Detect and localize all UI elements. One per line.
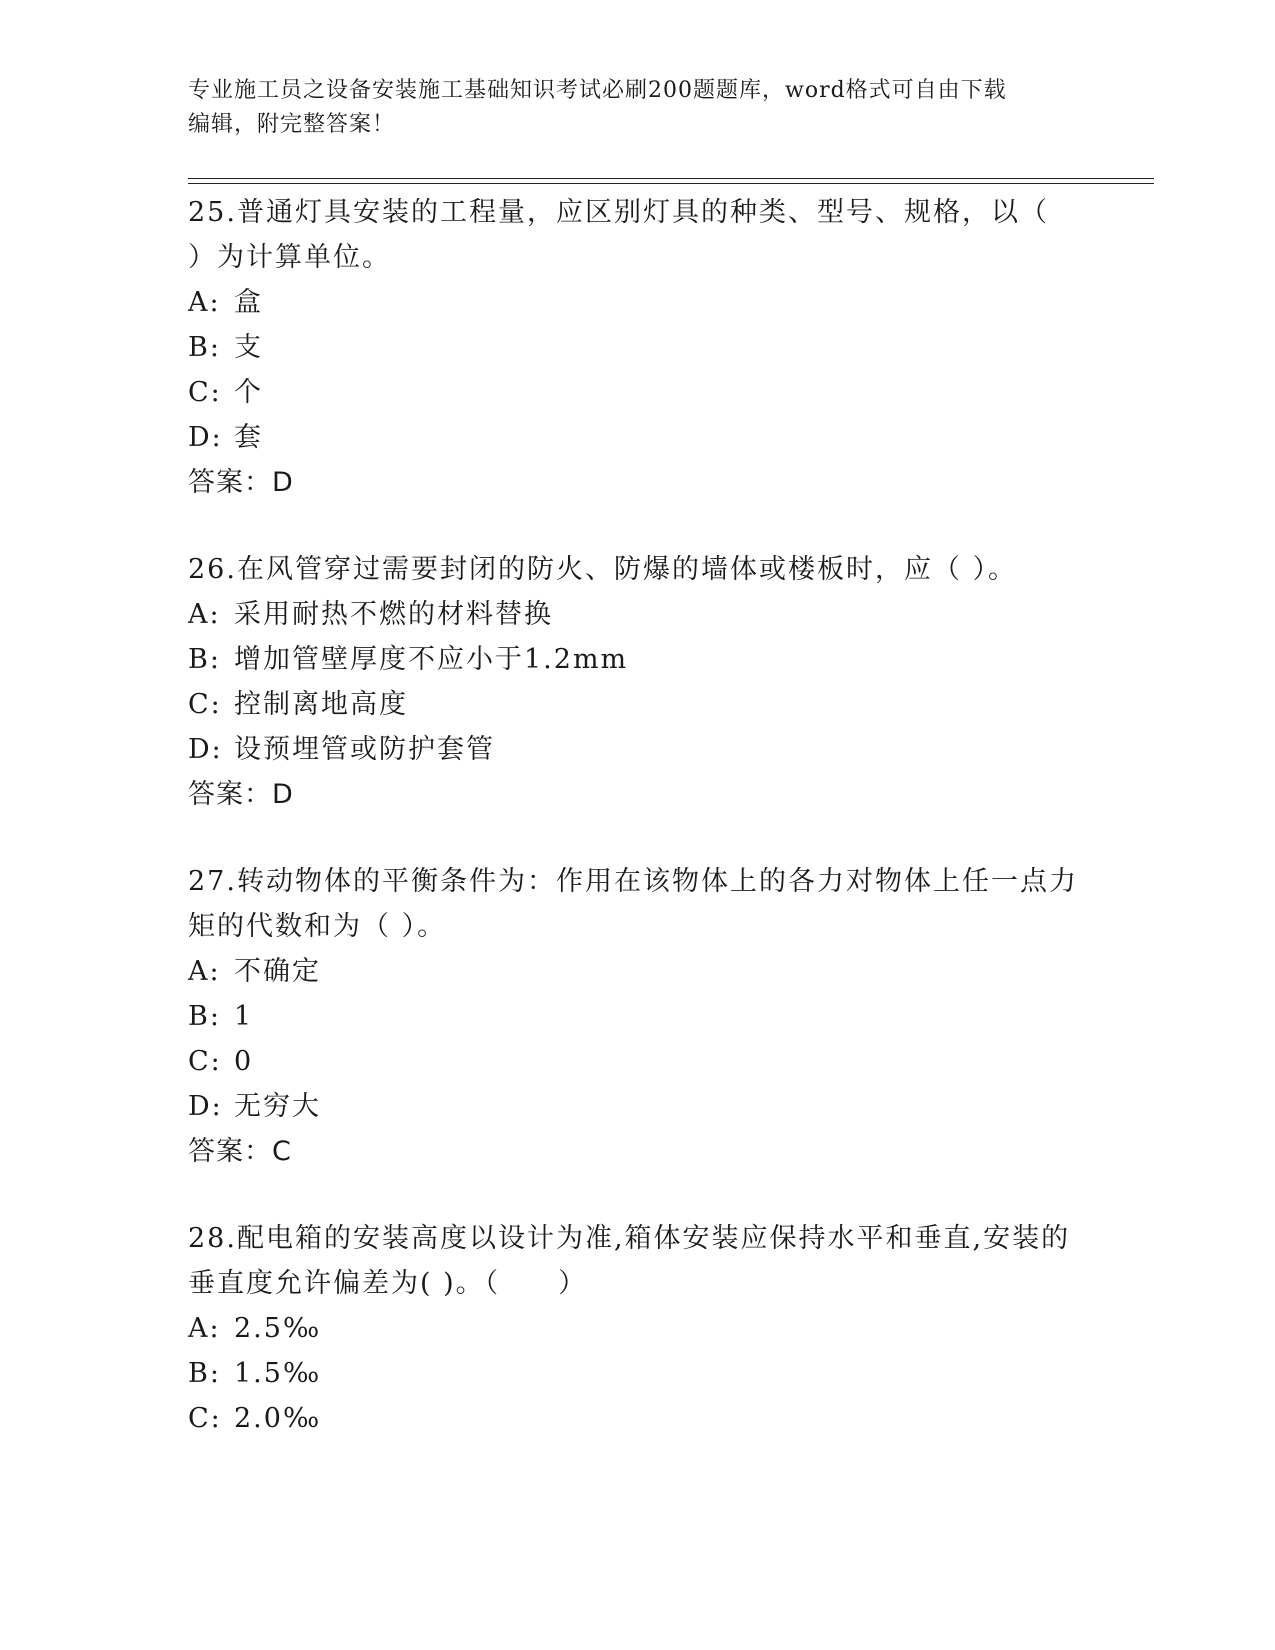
option-letter: C: <box>188 689 222 720</box>
answer-line: 答案：D <box>188 779 294 810</box>
header-line-2: 编辑，附完整答案！ <box>188 112 396 137</box>
option-text: 1 <box>234 1001 254 1032</box>
option-c <box>188 1039 1088 1084</box>
option-text: 个 <box>234 377 263 408</box>
question-stem-line: 矩的代数和为（ ）。 <box>188 911 447 942</box>
option-text: 不确定 <box>234 956 321 987</box>
question-stem-line: 28.配电箱的安装高度以设计为准,箱体安装应保持水平和垂直,安装的 <box>188 1223 1071 1254</box>
option-b <box>188 1351 1088 1396</box>
option-letter: B: <box>188 644 221 675</box>
option-text: 增加管壁厚度不应小于1.2mm <box>234 644 629 675</box>
option-text: 控制离地高度 <box>234 689 408 720</box>
question-27 <box>188 859 1088 1174</box>
option-letter: A: <box>188 599 221 630</box>
option-a <box>188 592 1088 637</box>
answer-line: 答案：D <box>188 467 294 498</box>
option-letter: A: <box>188 1313 221 1344</box>
option-letter: B: <box>188 1001 221 1032</box>
option-a <box>188 1306 1088 1351</box>
document-header <box>188 74 1068 142</box>
option-d <box>188 1084 1088 1129</box>
option-text: 采用耐热不燃的材料替换 <box>234 599 553 630</box>
option-letter: C: <box>188 1403 222 1434</box>
option-a <box>188 949 1088 994</box>
question-28 <box>188 1216 1088 1441</box>
option-a <box>188 280 1088 325</box>
header-line-1: 专业施工员之设备安装施工基础知识考试必刷200题题库，word格式可自由下载 <box>188 78 1007 103</box>
question-25 <box>188 190 1088 505</box>
question-stem-line: 垂直度允许偏差为( )。（ ） <box>188 1268 588 1299</box>
option-text: 盒 <box>234 287 263 318</box>
option-text: 设预埋管或防护套管 <box>234 734 495 765</box>
option-text: 0 <box>234 1046 254 1077</box>
question-list <box>188 190 1088 1483</box>
option-c <box>188 1396 1088 1441</box>
question-stem-line: 27.转动物体的平衡条件为：作用在该物体上的各力对物体上任一点力 <box>188 866 1078 897</box>
header-divider-top <box>188 178 1154 179</box>
option-letter: D: <box>188 422 223 453</box>
option-d <box>188 727 1088 772</box>
option-text: 1.5‰ <box>234 1358 322 1389</box>
option-b <box>188 994 1088 1039</box>
option-b <box>188 637 1088 682</box>
question-stem-line: 26.在风管穿过需要封闭的防火、防爆的墙体或楼板时，应（ ）。 <box>188 554 1018 585</box>
question-stem-line: ）为计算单位。 <box>188 242 391 273</box>
option-letter: A: <box>188 287 221 318</box>
option-letter: B: <box>188 332 221 363</box>
option-text: 2.0‰ <box>234 1403 322 1434</box>
option-text: 2.5‰ <box>234 1313 322 1344</box>
header-divider-bottom <box>188 183 1154 184</box>
option-text: 支 <box>234 332 263 363</box>
option-letter: D: <box>188 734 223 765</box>
option-letter: D: <box>188 1091 223 1122</box>
option-b <box>188 325 1088 370</box>
option-letter: C: <box>188 1046 222 1077</box>
option-letter: A: <box>188 956 221 987</box>
option-letter: B: <box>188 1358 221 1389</box>
option-letter: C: <box>188 377 222 408</box>
question-stem-line: 25.普通灯具安装的工程量，应区别灯具的种类、型号、规格，以（ <box>188 197 1049 228</box>
question-26 <box>188 547 1088 817</box>
option-d <box>188 415 1088 460</box>
option-text: 无穷大 <box>234 1091 321 1122</box>
option-text: 套 <box>234 422 263 453</box>
option-c <box>188 370 1088 415</box>
answer-line: 答案：C <box>188 1136 292 1167</box>
option-c <box>188 682 1088 727</box>
